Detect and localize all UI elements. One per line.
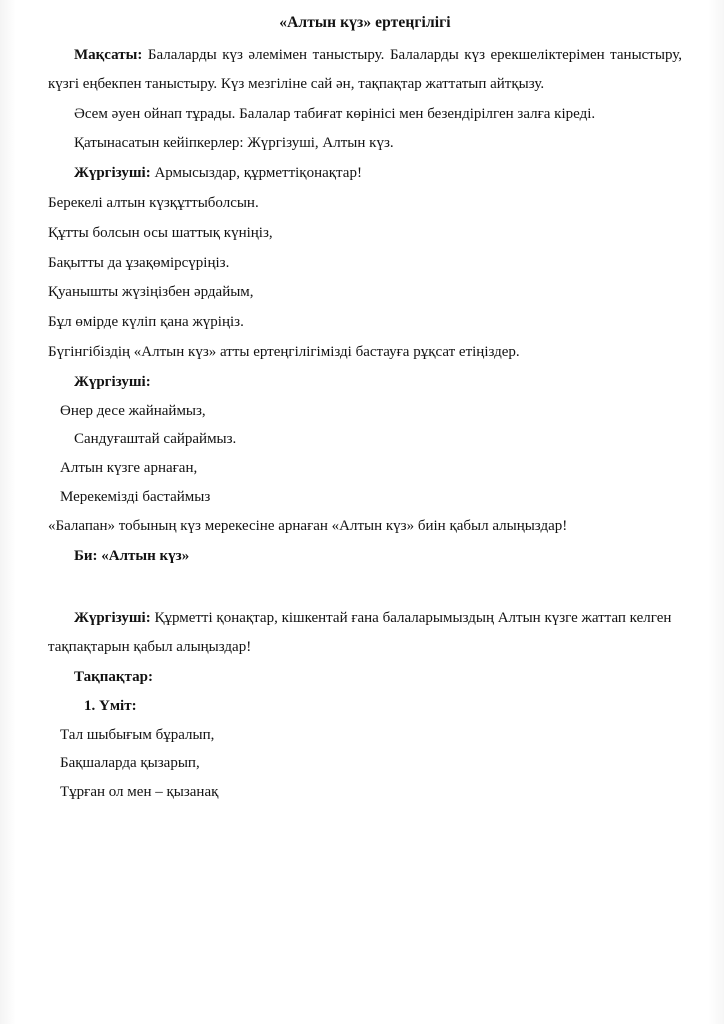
maksaty-text: Балаларды күз әлемімен таныстыру. Балаларды күз ерекшеліктерімен таныстыру, күзгі еңбекпен таныстыру. Күз мезгіліне сай ән, тақпақтар жаттатып айтқызу. xyxy=(48,47,682,92)
paragraph-jurgizushi-1 xyxy=(48,159,682,188)
paragraph-maksaty xyxy=(48,41,682,99)
jurgizushi-text-1: Армысыздар, құрметтіқонақтар! xyxy=(150,165,362,182)
maksaty-label: Мақсаты: xyxy=(74,47,143,63)
scan-edge-right xyxy=(708,0,724,1024)
heading-takpaktar: Тақпақтар: xyxy=(74,668,153,685)
verse-line-4: Қуанышты жүзіңізбен әрдайым, xyxy=(48,284,254,301)
verse-line-6: Бүгінгібіздің «Алтын күз» атты ертеңгілігімізді бастауға рұқсат етіңіздер. xyxy=(48,343,520,360)
section-spacer xyxy=(48,570,682,604)
verse-3-line-1: Тал шыбығым бұралып, xyxy=(60,726,215,743)
heading-bi: Би: «Алтын күз» xyxy=(74,547,190,564)
list-item-umit: 1. Үміт: xyxy=(84,697,137,714)
paragraph-kejipkerler: Қатынасатын кейіпкерлер: Жүргізуші, Алтын күз. xyxy=(74,135,394,152)
scan-edge-left xyxy=(0,0,16,1024)
paragraph-balapan: «Балапан» тобының күз мерекесіне арнаған «Алтын күз» биін қабыл алыңыздар! xyxy=(48,517,568,534)
paragraph-asem-auen: Әсем әуен ойнап тұрады. Балалар табиғат көрінісі мен безендірілген залға кіреді. xyxy=(74,105,596,122)
verse-line-3: Бақытты да ұзақөмірсүріңіз. xyxy=(48,254,230,271)
verse-2-line-2: Сандуғаштай сайраймыз. xyxy=(74,431,237,448)
jurgizushi-label-1: Жүргізуші: xyxy=(74,165,151,182)
verse-3-line-2: Бақшаларда қызарып, xyxy=(60,755,200,772)
page-title: «Алтын күз» ертеңгілігі xyxy=(279,14,451,31)
jurgizushi-label-3: Жүргізуші: xyxy=(74,610,151,627)
verse-line-5: Бұл өмірде күліп қана жүріңіз. xyxy=(48,314,244,331)
verse-2-line-4: Мерекемізді бастаймыз xyxy=(60,488,211,505)
verse-2-line-3: Алтын күзге арнаған, xyxy=(60,460,198,477)
verse-line-2: Құтты болсын осы шаттық күніңіз, xyxy=(48,224,273,241)
verse-line-1: Берекелі алтын күзқұттыболсын. xyxy=(48,194,259,211)
heading-jurgizushi-2: Жүргізуші: xyxy=(74,373,151,390)
verse-2-line-1: Өнер десе жайнаймыз, xyxy=(60,402,206,419)
verse-3-line-3: Тұрған ол мен – қызанақ xyxy=(60,784,219,801)
paragraph-jurgizushi-3 xyxy=(48,604,682,662)
jurgizushi-text-3: Құрметті қонақтар, кішкентай ғана балаларымыздың Алтын күзге жаттап келген тақпақтарын қабыл алыңыздар! xyxy=(48,610,672,656)
